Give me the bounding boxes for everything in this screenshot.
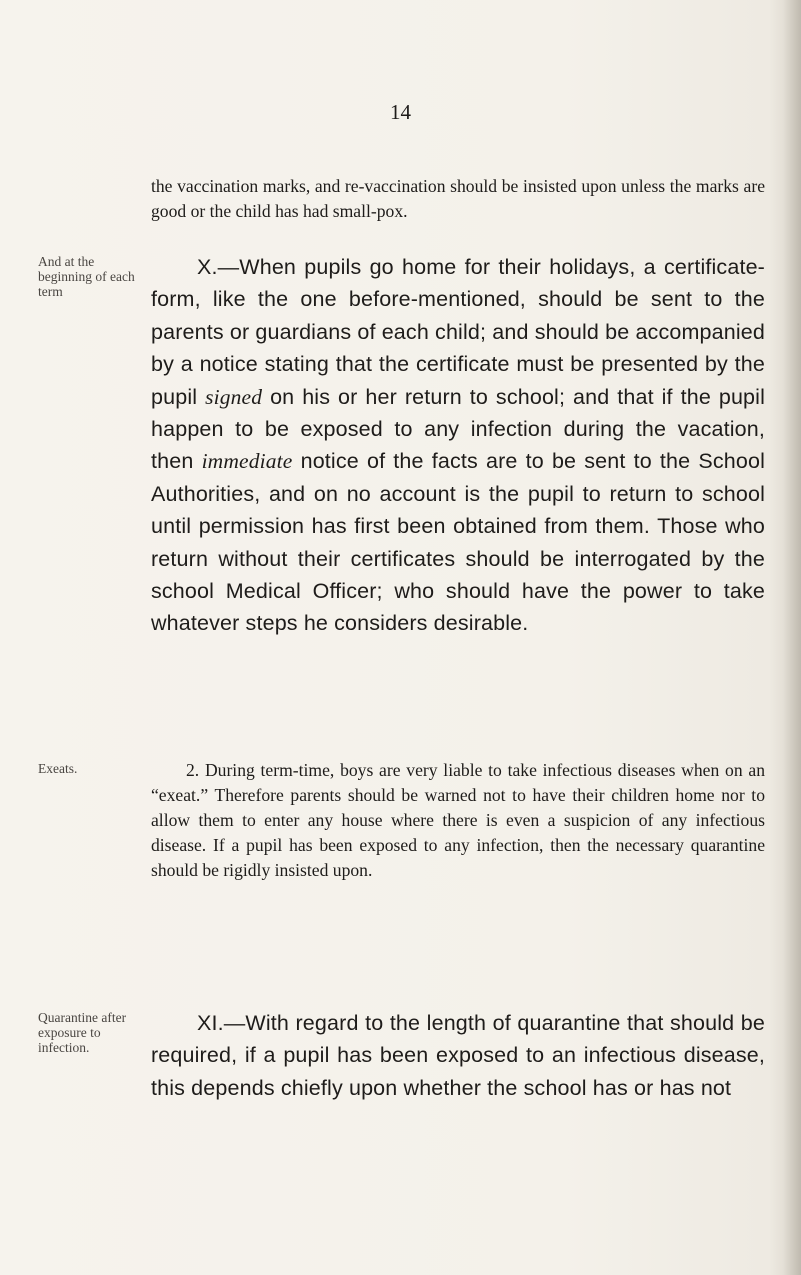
paragraph-exeats <box>151 758 765 883</box>
signed-emphasis: signed <box>205 384 263 409</box>
immediate-emphasis: immediate <box>201 449 293 474</box>
paragraph-quarantine-text: XI.—With regard to the length of quarantine that should be required, if a pupil has been exposed to an infectious disease, this depends chiefly upon whether the school has or has not <box>151 1011 765 1100</box>
margin-note-term: And at the beginning of each term <box>38 254 135 299</box>
page-edge-shadow <box>783 0 801 1275</box>
paragraph-quarantine <box>151 1007 765 1104</box>
paragraph-vaccination <box>151 174 765 224</box>
paragraph-vaccination-text: the vaccination marks, and re-vaccination should be insisted upon unless the marks are good or the child has had small-pox. <box>151 176 765 221</box>
paragraph-holidays <box>151 251 765 640</box>
paragraph-holidays-text <box>151 251 765 640</box>
margin-note-quarantine: Quarantine after exposure to infection. <box>38 1010 127 1055</box>
holidays-text-part2: on his or her return to school; and that if the pupil happen to be exposed to any infection during the vacation, then <box>151 384 766 474</box>
paragraph-exeats-text: 2. During term-time, boys are very liable to take infectious diseases when on an “exeat.” Therefore parents should be warned not to have their children home nor to allow them to enter any house where there is even a suspicion of any infectious disease. If a pupil has been exposed to any infection, then the necessary quarantine should be rigidly insisted upon. <box>151 760 765 880</box>
margin-note-exeats: Exeats. <box>38 761 78 776</box>
page-number: 14 <box>390 100 411 124</box>
holidays-text-part3: notice of the facts are to be sent to the School Authorities, and on no account is the pupil to return to school until permission has first been obtained from them. Those who return without their certificates should be interrogated by the school Medical Officer; who should have the power to take whatever steps he considers desirable. <box>151 449 766 636</box>
holidays-text-part1: X.—When pupils go home for their holidays, a certificate-form, like the one before-mentioned, should be sent to the parents or guardians of each child; and should be accompanied by a notice stating that the certificate must be presented by the pupil <box>151 255 765 409</box>
